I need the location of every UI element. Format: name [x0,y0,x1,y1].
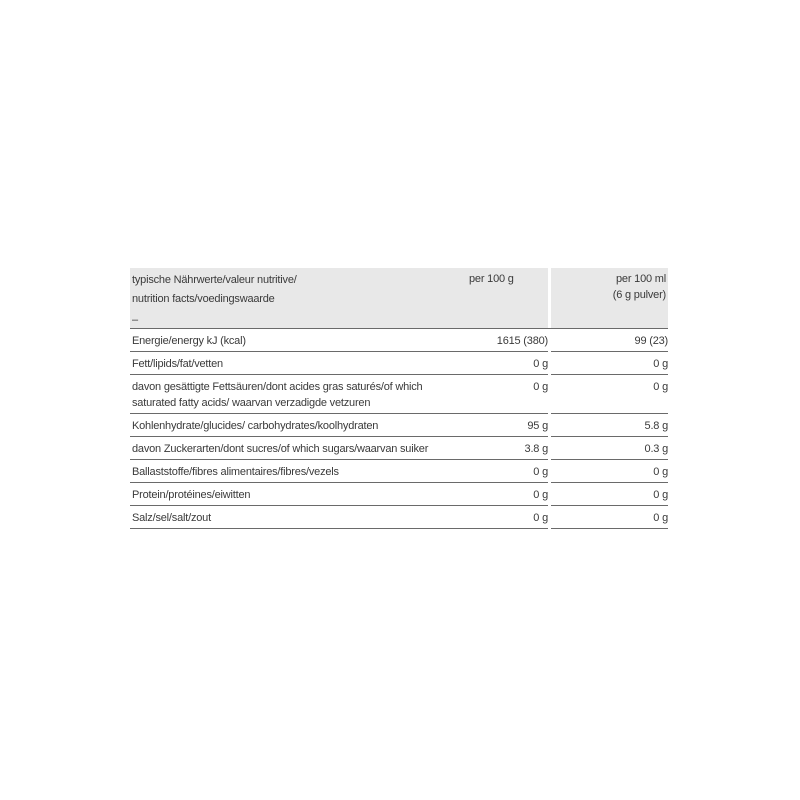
nutrient-label: Salz/sel/salt/zout [130,506,467,529]
header-label-line1: typische Nährwerte/valeur nutritive/ [132,274,297,286]
nutrition-table [130,268,668,529]
table-row [130,375,668,414]
header-row [130,268,668,329]
value-per-100ml: 0 g [551,483,668,506]
nutrition-table-body [130,329,668,529]
nutrition-table-header [130,268,668,329]
value-per-100ml: 0 g [551,460,668,483]
table-row [130,437,668,460]
header-per-100g-label: per 100 g [469,273,514,285]
header-label-line2: nutrition facts/voedingswaarde [132,293,275,305]
value-per-100ml: 99 (23) [551,329,668,352]
table-row [130,352,668,375]
value-per-100ml: 0 g [551,352,668,375]
value-per-100ml: 5.8 g [551,414,668,437]
value-per-100ml: 0 g [551,506,668,529]
nutrient-label: davon gesättigte Fettsäuren/dont acides gras saturés/of which saturated fatty acids/ waarvan verzadigde vetzuren [130,375,467,414]
value-per-100g: 0 g [467,352,548,375]
table-row [130,483,668,506]
header-label-dash: – [132,314,138,326]
nutrient-label: Kohlenhydrate/glucides/ carbohydrates/koolhydraten [130,414,467,437]
value-per-100g: 95 g [467,414,548,437]
table-row [130,329,668,352]
value-per-100g: 1615 (380) [467,329,548,352]
value-per-100ml: 0.3 g [551,437,668,460]
header-per-100g [467,268,548,329]
nutrient-label: Energie/energy kJ (kcal) [130,329,467,352]
value-per-100g: 0 g [467,506,548,529]
nutrient-label: Fett/lipids/fat/vetten [130,352,467,375]
value-per-100ml: 0 g [551,375,668,414]
nutrient-label: Ballaststoffe/fibres alimentaires/fibres/vezels [130,460,467,483]
header-per-100ml [551,268,668,329]
header-label-cell [130,268,467,329]
value-per-100g: 3.8 g [467,437,548,460]
header-per-100ml-line1: per 100 ml [616,273,666,285]
table-row [130,414,668,437]
header-per-100ml-line2: (6 g pulver) [612,289,666,301]
table-row [130,506,668,529]
value-per-100g: 0 g [467,483,548,506]
value-per-100g: 0 g [467,460,548,483]
value-per-100g: 0 g [467,375,548,414]
nutrient-label: Protein/protéines/eiwitten [130,483,467,506]
table-row [130,460,668,483]
nutrient-label: davon Zuckerarten/dont sucres/of which sugars/waarvan suiker [130,437,467,460]
